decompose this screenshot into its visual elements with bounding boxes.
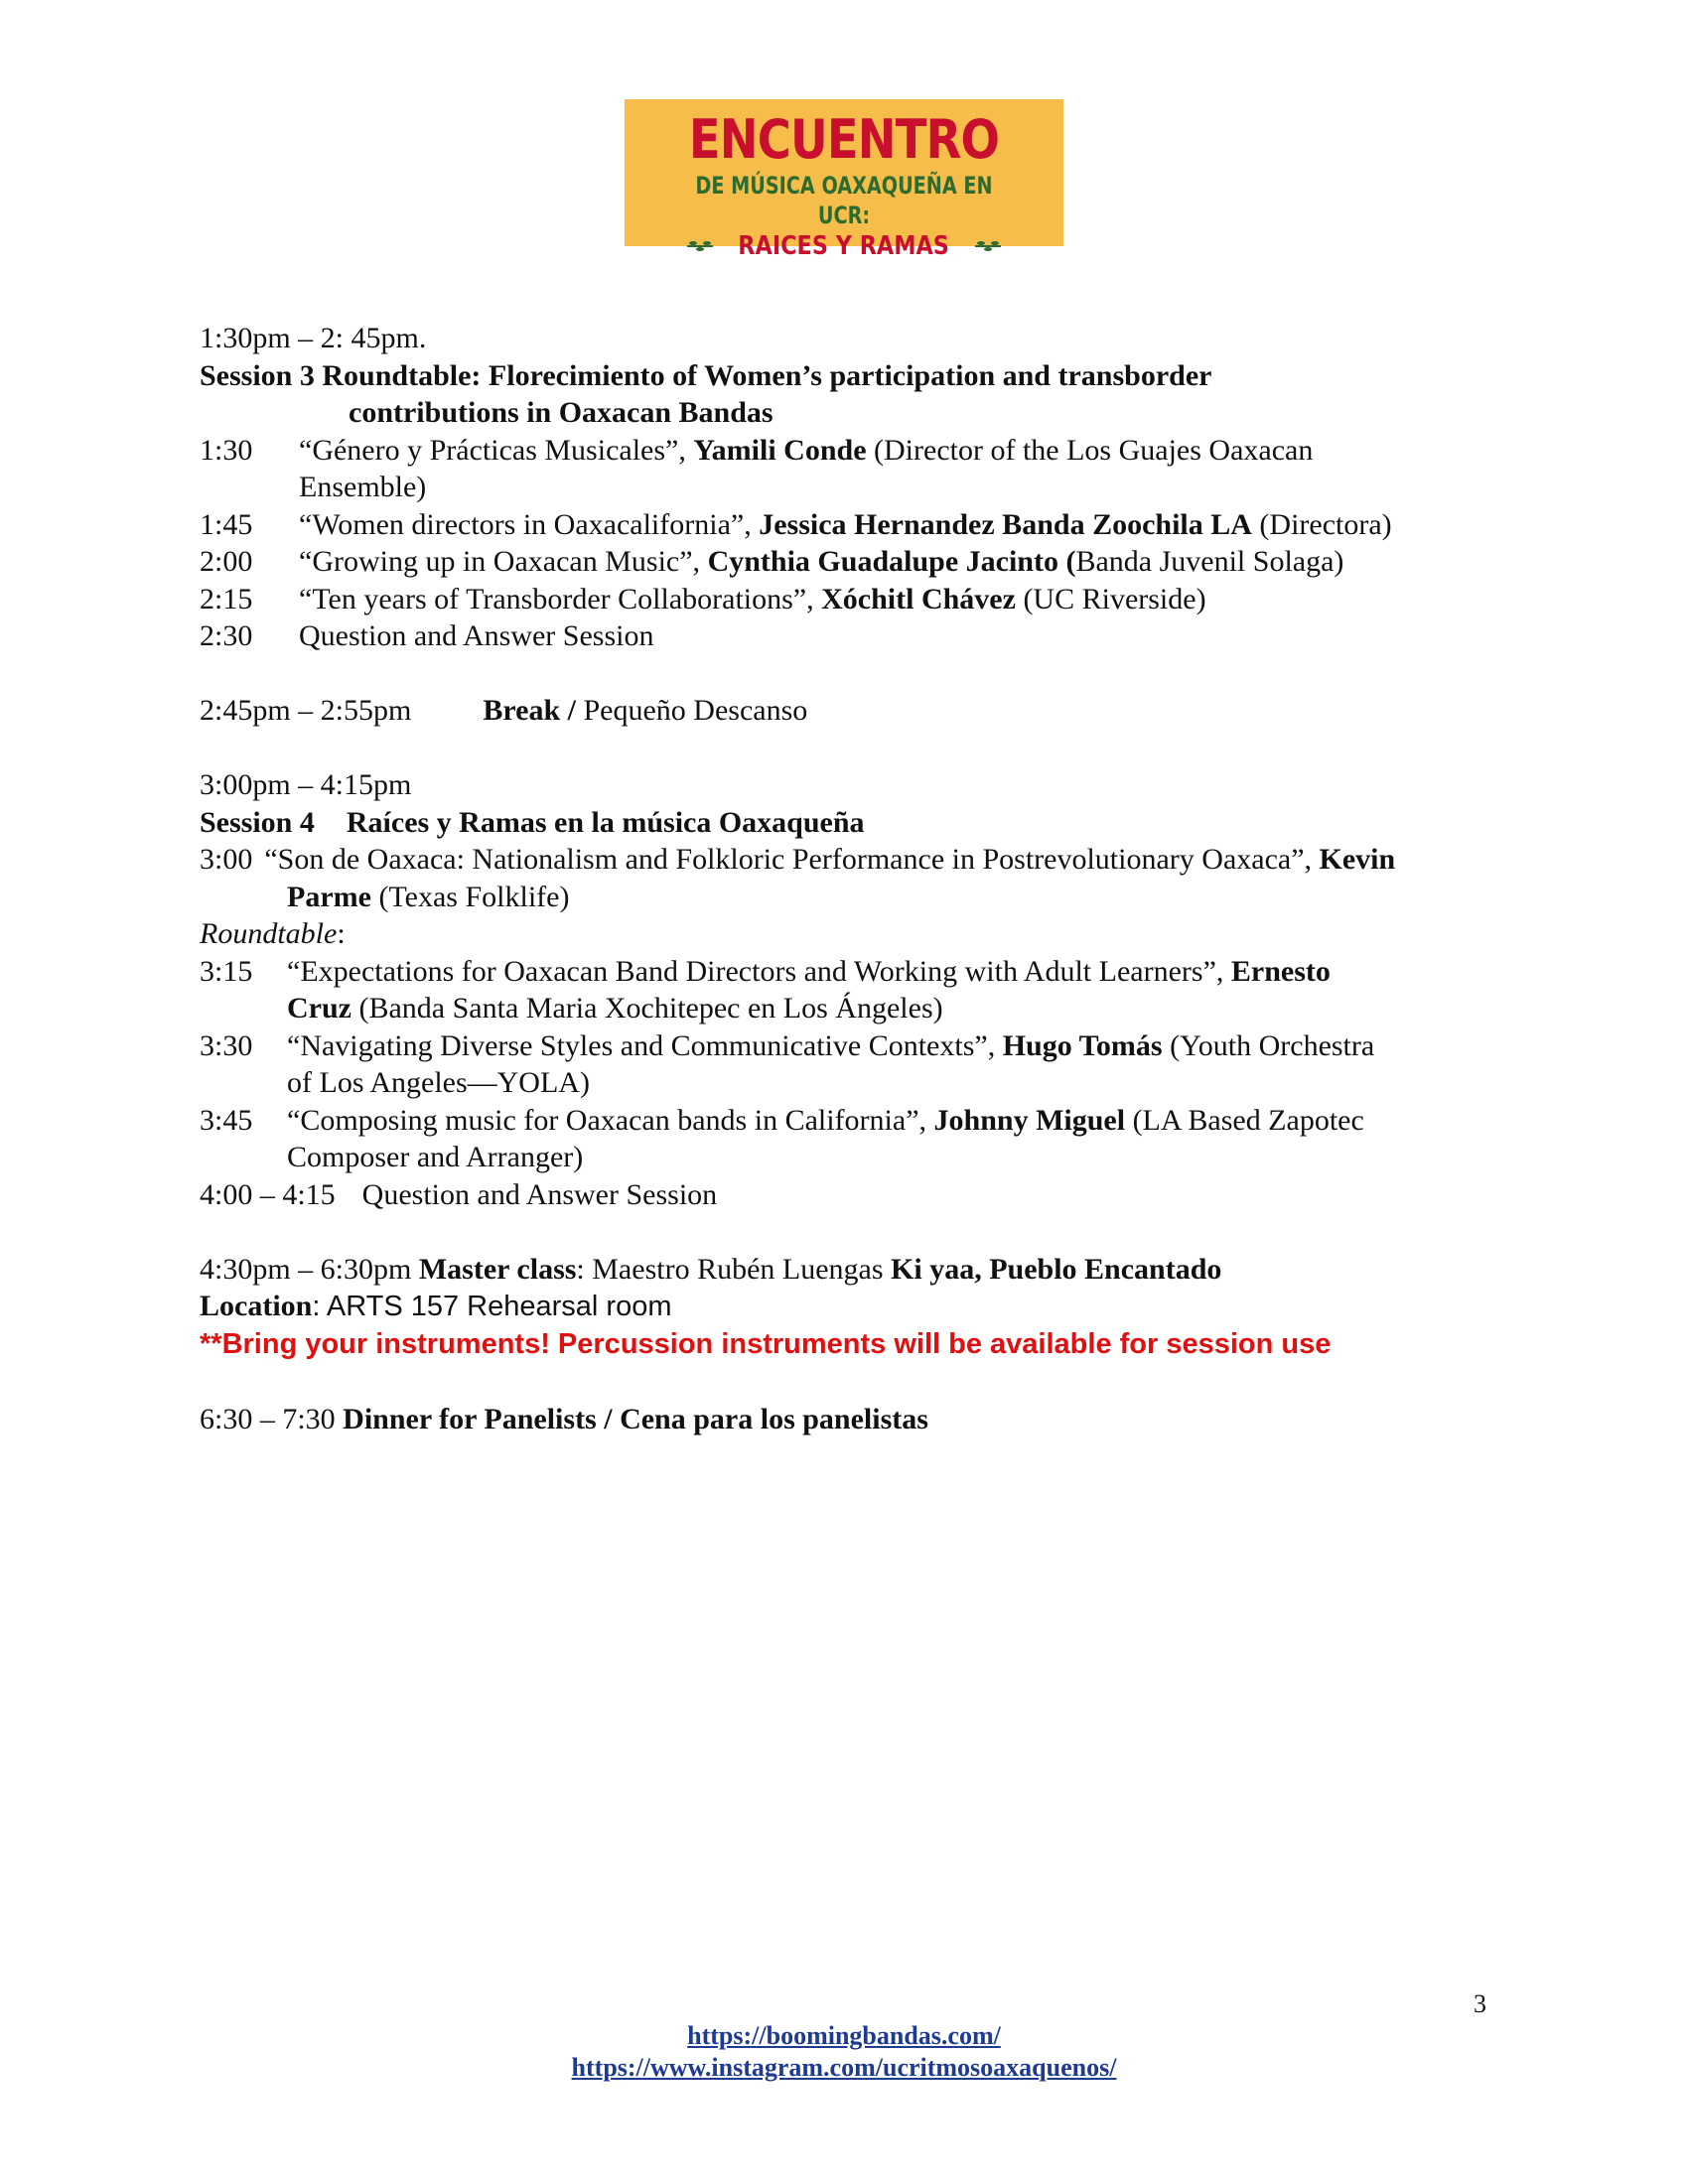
item-talk: “Growing up in Oaxacan Music”, Cynthia Guadalupe Jacinto (Banda Juvenil Solaga) — [299, 545, 1344, 578]
speaker-affiliation: (Texas Folklife) — [370, 880, 570, 913]
schedule-item — [200, 506, 1520, 544]
break-row — [200, 692, 1520, 730]
speaker-affiliation-cont: of Los Angeles—YOLA) — [287, 1066, 590, 1099]
dinner-label: Dinner for Panelists / Cena para los panelistas — [343, 1402, 928, 1435]
schedule-item — [200, 1102, 1520, 1140]
speaker-name-cont: Cruz — [287, 992, 352, 1024]
item-talk: “Son de Oaxaca: Nationalism and Folkloric Performance in Postrevolutionary Oaxaca”, — [264, 843, 1320, 876]
speaker-name: Xóchitl Chávez — [821, 582, 1016, 615]
speaker-affiliation: (LA Based Zapotec — [1125, 1103, 1364, 1137]
leaf-sprig-icon — [973, 239, 1003, 253]
session4-title: Raíces y Ramas en la música Oaxaqueña — [346, 805, 865, 839]
masterclass-instructor: : Maestro Rubén Luengas — [576, 1252, 892, 1286]
speaker-name-cont: Parme — [287, 880, 371, 913]
logo-title: ENCUENTRO — [688, 108, 1000, 171]
logo-subtitle: DE MÚSICA OAXAQUEÑA EN UCR: — [695, 172, 993, 229]
speaker-name: Kevin — [1319, 843, 1396, 876]
speaker-affiliation-cont: Ensemble) — [299, 471, 427, 503]
roundtable-label: Roundtable: — [200, 917, 346, 950]
item-talk: “Women directors in Oaxacalifornia”, Jessica Hernandez Banda Zoochila LA (Directora) — [299, 507, 1392, 541]
speaker-name: Ernesto — [1230, 954, 1331, 988]
schedule-item — [200, 581, 1520, 618]
masterclass-label: Master class — [418, 1252, 577, 1286]
item-time: 3:15 — [200, 954, 253, 988]
masterclass-title: Ki yaa, Pueblo Encantado — [891, 1252, 1222, 1286]
break-label: Break / — [483, 694, 576, 727]
item-talk: “Composing music for Oaxacan bands in California”, Johnny Miguel (LA Based Zapotec — [287, 1103, 1364, 1137]
break-time: 2:45pm – 2:55pm — [200, 694, 412, 727]
session4-time: 3:00pm – 4:15pm — [200, 768, 412, 801]
speaker-affiliation: (Director of the Los Guajes Oaxacan — [866, 433, 1314, 467]
schedule-item — [200, 953, 1520, 991]
speaker-name: Yamili Conde — [693, 433, 867, 467]
speaker-affiliation: (Directora) — [1251, 507, 1392, 541]
masterclass-row — [200, 1251, 1520, 1289]
session3-time: 1:30pm – 2: 45pm. — [200, 322, 427, 354]
session3-title: Session 3 Roundtable: Florecimiento of Women’s participation and transborder — [200, 358, 1212, 392]
schedule-item-cont — [200, 990, 1520, 1027]
item-talk: “Navigating Diverse Styles and Communicative Contexts”, Hugo Tomás (Youth Orchestra — [287, 1028, 1375, 1062]
page-number: 3 — [1474, 1989, 1486, 2018]
speaker-name: Hugo Tomás — [1002, 1028, 1163, 1062]
schedule-item — [200, 1027, 1520, 1065]
schedule-item — [200, 617, 1520, 655]
footer-links — [0, 2020, 1688, 2084]
keynote-item — [200, 841, 1520, 879]
keynote-item-cont — [200, 879, 1520, 916]
item-time: 3:45 — [200, 1103, 253, 1137]
instagram-link[interactable]: https://www.instagram.com/ucritmosoaxaquenos/ — [571, 2053, 1117, 2082]
leaf-sprig-icon — [685, 239, 715, 253]
speaker-name: Jessica Hernandez Banda Zoochila LA — [759, 507, 1252, 541]
item-talk: “Género y Prácticas Musicales”, Yamili Conde (Director of the Los Guajes Oaxacan — [299, 433, 1314, 467]
session4-label: Session 4 — [200, 805, 315, 839]
location-value: : ARTS 157 Rehearsal room — [312, 1291, 672, 1322]
location-row — [200, 1288, 1520, 1326]
schedule-document — [200, 320, 1520, 1437]
location-label: Location — [200, 1290, 313, 1322]
dinner-row — [200, 1401, 1520, 1438]
speaker-affiliation: (Youth Orchestra — [1162, 1028, 1375, 1062]
speaker-affiliation-cont: Composer and Arranger) — [287, 1141, 584, 1173]
item-time: 1:30 — [200, 433, 253, 467]
break-label-es: Pequeño Descanso — [575, 694, 808, 727]
speaker-name: Johnny Miguel — [933, 1103, 1126, 1137]
item-time: 3:00 — [200, 843, 253, 876]
item-time: 2:30 — [200, 619, 253, 652]
schedule-item — [200, 432, 1520, 470]
item-talk: “Expectations for Oaxacan Band Directors and Working with Adult Learners”, Ernesto — [287, 954, 1331, 988]
item-time: 2:00 — [200, 545, 253, 578]
speaker-affiliation: (UC Riverside) — [1015, 582, 1206, 615]
speaker-affiliation: (Banda Santa Maria Xochitepec en Los Ángeles) — [351, 992, 943, 1024]
qa-item — [200, 1176, 1520, 1214]
encuentro-logo — [625, 99, 1063, 261]
session4-heading — [200, 804, 1520, 842]
masterclass-time: 4:30pm – 6:30pm — [200, 1252, 419, 1286]
item-time: 2:15 — [200, 582, 253, 615]
item-time: 3:30 — [200, 1028, 253, 1062]
boomingbandas-link[interactable]: https://boomingbandas.com/ — [687, 2021, 1001, 2050]
session3-title-cont: contributions in Oaxacan Bandas — [349, 396, 774, 429]
speaker-affiliation: Banda Juvenil Solaga) — [1075, 545, 1344, 578]
item-time: 4:00 – 4:15 — [200, 1177, 336, 1211]
speaker-name: Cynthia Guadalupe Jacinto ( — [707, 545, 1076, 578]
instruments-notice: **Bring your instruments! Percussion instruments will be available for session use — [200, 1327, 1332, 1360]
logo-tagline-row — [625, 230, 1063, 262]
dinner-time: 6:30 – 7:30 — [200, 1402, 344, 1435]
schedule-item — [200, 543, 1520, 581]
item-talk: Question and Answer Session — [361, 1177, 718, 1211]
item-talk: Question and Answer Session — [299, 619, 654, 652]
item-talk: “Ten years of Transborder Collaborations”, Xóchitl Chávez (UC Riverside) — [299, 582, 1206, 615]
item-time: 1:45 — [200, 507, 253, 541]
logo-tagline: RAICES Y RAMAS — [738, 231, 950, 261]
